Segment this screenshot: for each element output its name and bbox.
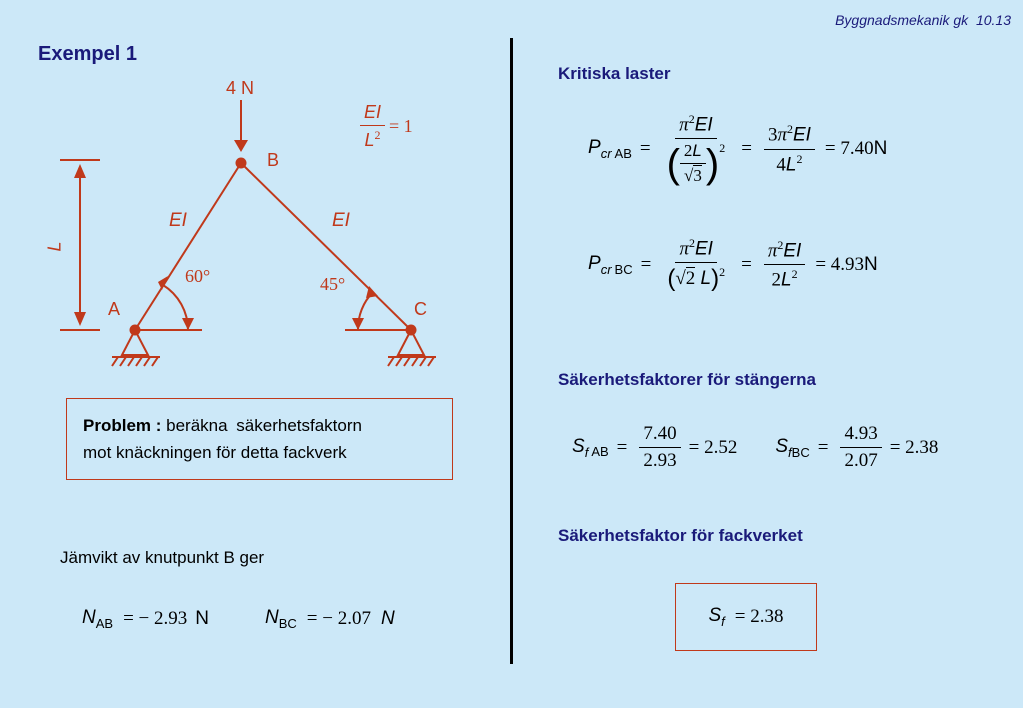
- ei-ratio: [356, 102, 413, 151]
- pcr-ab-result: = 7.40: [824, 138, 874, 160]
- support-c-hatch: [388, 357, 436, 366]
- problem-box: [66, 398, 453, 480]
- pcr-bc-symbol: $P_{cr}$ $_{BC}$: [588, 252, 633, 277]
- n-ab-value: = − 2.93: [123, 607, 188, 629]
- node-c-label: C: [414, 299, 427, 319]
- n-bc-symbol: $N_{BC}$: [265, 607, 297, 631]
- problem-line2: mot knäckningen för detta fackverk: [83, 443, 347, 462]
- node-b-label: B: [267, 150, 280, 170]
- sf-ab-num: 7.40: [639, 423, 680, 448]
- pcr-ab-equation: $P_{cr}$ $_{AB}$ = $\pi^2EI$ ( $\frac{2L}{√3}$ ) $^2$ = $\frac{3\pi^2EI}{4L^2}$ = 7.40 N: [588, 112, 888, 186]
- sf-bars-equation: $S_f$ $_{AB}$ = $\frac{7.40}{2.93}$ = 2.52 $S_{fBC}$ = $\frac{4.93}{2.07}$ = 2.38: [572, 423, 939, 471]
- sf-bc-num: 4.93: [840, 423, 881, 448]
- pcr-ab-frac2: $\frac{3\pi^2EI}{4L^2}$: [764, 122, 815, 176]
- sf-ab-frac: [639, 423, 680, 472]
- member-ab: [135, 163, 241, 330]
- sf-bc-den: 2.07: [844, 450, 878, 471]
- final-factor-box: [675, 583, 817, 651]
- angle-a-label: 60°: [185, 266, 211, 286]
- n-ab-symbol: $N_{AB}$: [82, 607, 114, 631]
- node-a-label: A: [108, 299, 121, 319]
- course-name: Byggnadsmekanik gk: [835, 12, 969, 28]
- force-results: [82, 607, 395, 631]
- support-a-hatch: [112, 357, 160, 366]
- ei-ratio-den: $L^2$: [364, 128, 381, 150]
- length-label: L: [44, 241, 65, 252]
- sf-ab-symbol: $S_f$ $_{AB}$: [572, 435, 609, 460]
- sf-total-value: = 2.38: [734, 606, 784, 627]
- n-bc-unit: N: [380, 607, 395, 629]
- sf-bc-symbol: $S_{fBC}$: [775, 435, 810, 460]
- load-arrow-head: [234, 140, 248, 152]
- vertical-divider: [510, 38, 513, 664]
- slide-header: [835, 12, 1011, 28]
- pcr-ab-symbol: $P_{cr}$ $_{AB}$: [588, 137, 632, 162]
- ei-right-label: EI: [332, 210, 350, 231]
- problem-line1: beräkna säkerhetsfaktorn: [166, 416, 362, 435]
- sf-bc-result: = 2.38: [889, 436, 939, 458]
- heading-truss-factor: Säkerhetsfaktor för fackverket: [558, 526, 803, 545]
- pcr-bc-unit: N: [864, 253, 878, 275]
- example-title: Exempel 1: [38, 43, 137, 65]
- pcr-ab-frac1: $\pi^2EI$ ( $\frac{2L}{√3}$ ) $^2$: [666, 112, 726, 186]
- truss-diagram: [0, 0, 500, 380]
- angle-c-label: 45°: [320, 274, 346, 294]
- load-label: 4 N: [226, 78, 255, 98]
- slide-number: 10.13: [975, 12, 1011, 28]
- angle-arrow-a-head: [182, 318, 194, 330]
- problem-label: Problem :: [83, 416, 162, 435]
- node-c-dot: [406, 325, 417, 336]
- sf-ab-den: 2.93: [643, 450, 677, 471]
- equilibrium-text: Jämvikt av knutpunkt B ger: [60, 548, 265, 567]
- node-b-dot: [236, 158, 247, 169]
- angle-arrow-c-head: [352, 318, 364, 330]
- n-bc-value: = − 2.07: [306, 607, 371, 629]
- sf-bc-frac: [840, 423, 881, 472]
- member-bc: [241, 163, 411, 330]
- dim-arrow-down: [74, 312, 86, 326]
- pcr-bc-result: = 4.93: [815, 253, 865, 275]
- pcr-bc-frac2: $\frac{\pi^2EI}{2L^2}$: [764, 238, 805, 292]
- node-a-dot: [130, 325, 141, 336]
- heading-bar-factors: Säkerhetsfaktorer för stängerna: [558, 370, 816, 389]
- dim-arrow-up: [74, 164, 86, 178]
- pcr-bc-frac1: $\pi^2EI$ ( √2 L ) $^2$: [667, 236, 726, 293]
- sf-total-symbol: $S_f$: [708, 605, 725, 629]
- heading-critical-loads: Kritiska laster: [558, 64, 671, 83]
- ei-ratio-num: EI: [360, 102, 385, 126]
- pcr-bc-equation: $P_{cr}$ $_{BC}$ = $\pi^2EI$ ( √2 L ) $^2$ = $\frac{\pi^2EI}{2L^2}$ = 4.93 N: [588, 236, 878, 293]
- n-ab-unit: N: [195, 607, 209, 629]
- ei-left-label: EI: [169, 210, 187, 231]
- angle-arc-a: [163, 285, 188, 330]
- ei-ratio-fraction: [360, 102, 385, 151]
- ei-ratio-value: = 1: [389, 116, 413, 136]
- pcr-ab-unit: N: [873, 138, 888, 160]
- sf-ab-result: = 2.52: [688, 436, 738, 458]
